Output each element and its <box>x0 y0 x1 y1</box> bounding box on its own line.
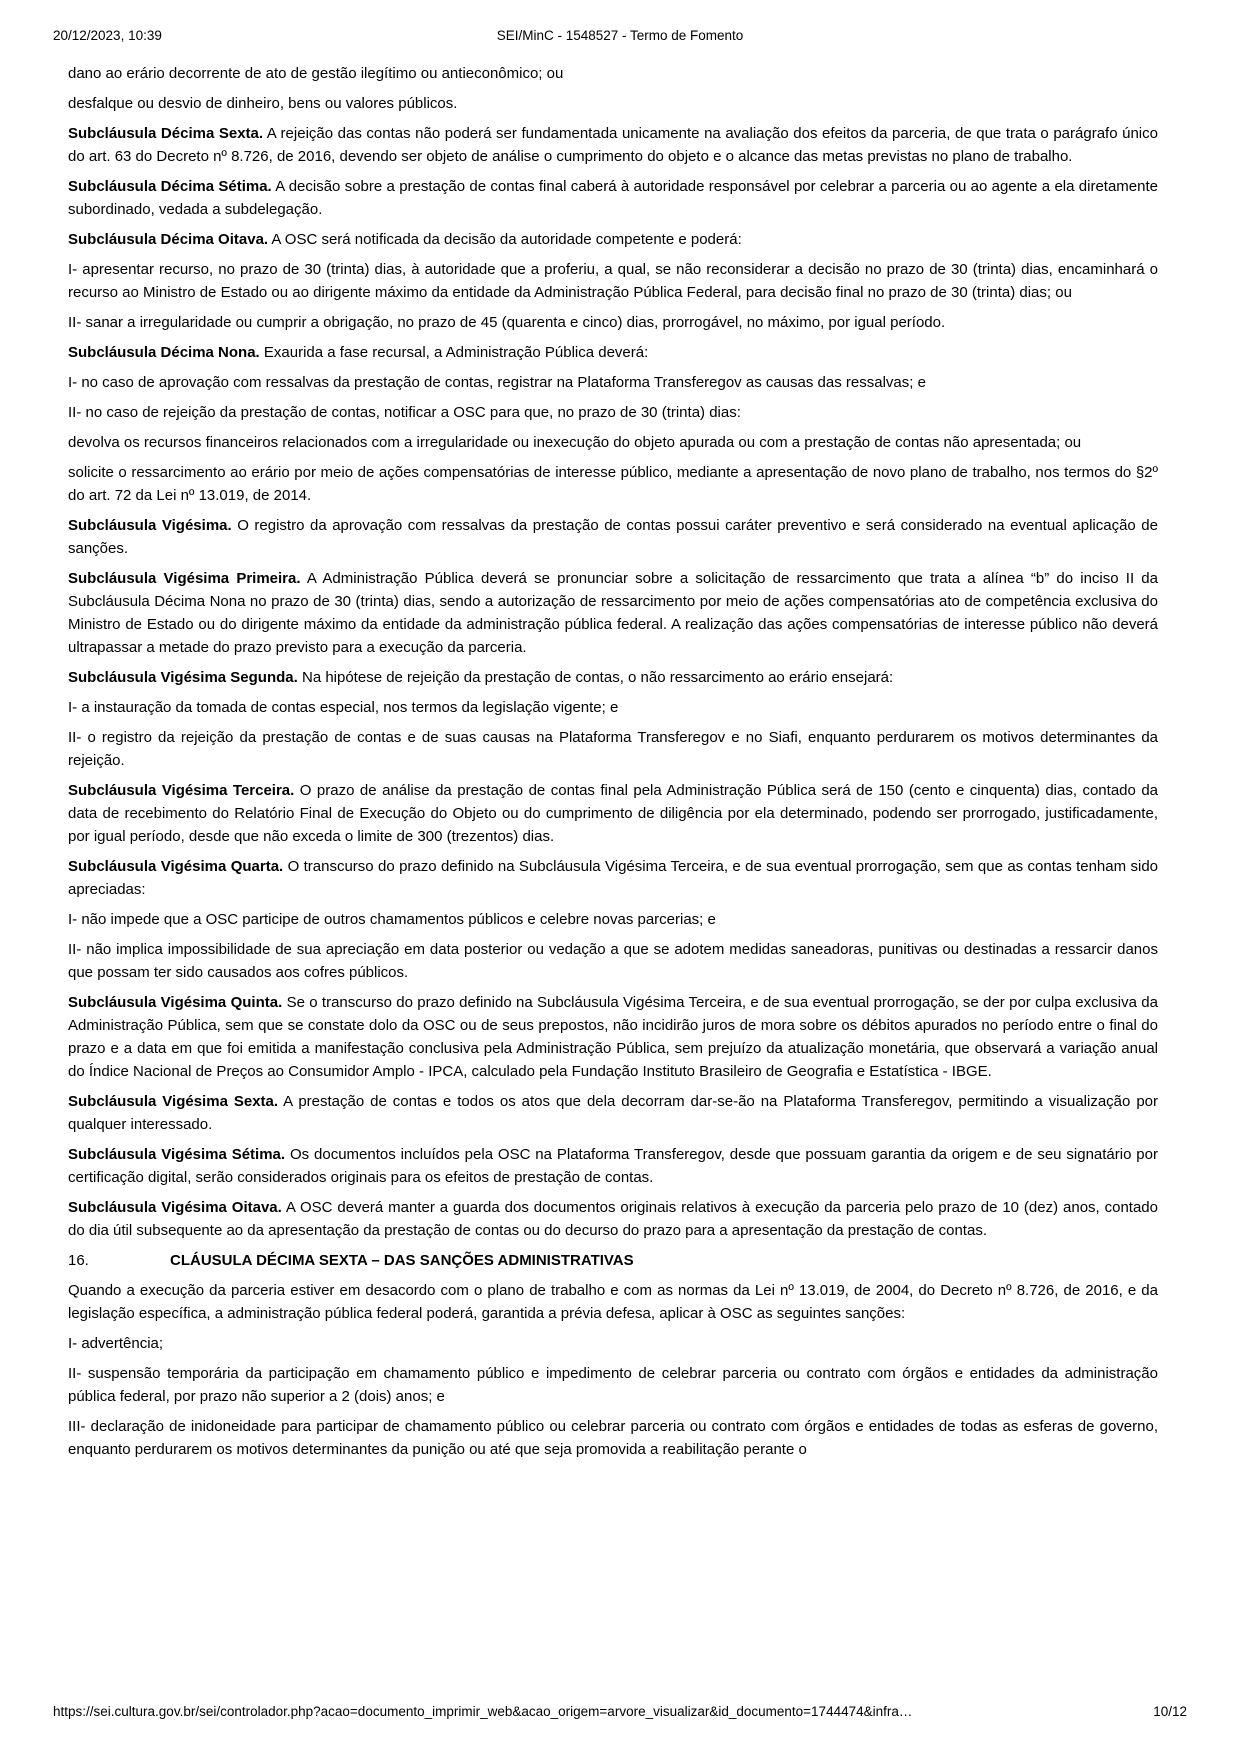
paragraph-text: I- no caso de aprovação com ressalvas da prestação de contas, registrar na Plataforma Transferegov as causas das ressalvas; e <box>68 374 926 391</box>
paragraph-text: A rejeição das contas não poderá ser fundamentada unicamente na avaliação dos efeitos da parceria, de que trata o parágrafo único do art. 63 do Decreto nº 8.726, de 2016, devendo ser objeto de análise o cumprimento do objeto e o alcance das metas previstas no plano de trabalho. <box>68 125 1158 165</box>
list-item <box>68 1415 1158 1461</box>
list-item <box>68 401 1158 424</box>
subclause-label: Subcláusula Vigésima Segunda. <box>68 669 298 686</box>
paragraph-text: I- advertência; <box>68 1335 164 1352</box>
paragraph <box>68 855 1158 901</box>
subclause-label: Subcláusula Décima Oitava. <box>68 231 269 248</box>
footer-page-number: 10/12 <box>1153 1704 1187 1719</box>
paragraph <box>68 228 1158 251</box>
paragraph-text: O registro da aprovação com ressalvas da prestação de contas possui caráter preventivo e será considerado na eventual aplicação de sanções. <box>68 517 1158 557</box>
subclause-label: Subcláusula Vigésima Terceira. <box>68 782 295 799</box>
print-datetime: 20/12/2023, 10:39 <box>53 28 162 43</box>
print-header <box>53 27 1187 45</box>
paragraph-text: devolva os recursos financeiros relacionados com a irregularidade ou inexecução do objeto apurada ou com a prestação de contas não apresentada; ou <box>68 434 1082 451</box>
clause-heading <box>68 1249 1158 1272</box>
subclause-label: Subcláusula Décima Sétima. <box>68 178 272 195</box>
paragraph-text: A OSC será notificada da decisão da autoridade competente e poderá: <box>268 231 742 248</box>
paragraph-text: dano ao erário decorrente de ato de gestão ilegítimo ou antieconômico; ou <box>68 65 564 82</box>
paragraph-text: O transcurso do prazo definido na Subcláusula Vigésima Terceira, e de sua eventual prorrogação, sem que as contas tenham sido apreciadas: <box>68 858 1159 898</box>
paragraph-text: A prestação de contas e todos os atos que dela decorram dar-se-ão na Plataforma Transferegov, permitindo a visualização por qualquer interessado. <box>68 1093 1158 1133</box>
paragraph-text: III- declaração de inidoneidade para participar de chamamento público ou celebrar parceria ou contrato com órgãos e entidades de todas as esferas de governo, enquanto perdurarem os motivos determinantes da punição ou até que seja promovida a reabilitação perante o <box>68 1418 1158 1458</box>
paragraph-text: solicite o ressarcimento ao erário por meio de ações compensatórias de interesse público, mediante a apresentação de novo plano de trabalho, nos termos do §2º do art. 72 da Lei nº 13.019, de 2014. <box>68 464 1158 504</box>
paragraph-text: A Administração Pública deverá se pronunciar sobre a solicitação de ressarcimento que trata a alínea “b” do inciso II da Subcláusula Décima Nona no prazo de 30 (trinta) dias, sendo a autorização de ressarcimento por meio de ações compensatórias ato de competência exclusiva do Ministro de Estado ou do dirigente máximo da entidade da administração pública federal. A realização das ações compensatórias de interesse público não deverá ultrapassar a metade do prazo previsto para a execução da parceria. <box>68 570 1158 656</box>
paragraph <box>68 514 1158 560</box>
paragraph <box>68 341 1158 364</box>
paragraph-text: Quando a execução da parceria estiver em desacordo com o plano de trabalho e com as normas da Lei nº 13.019, de 2004, do Decreto nº 8.726, de 2016, e da legislação específica, a administração pública federal poderá, garantida a prévia defesa, aplicar à OSC as seguintes sanções: <box>68 1282 1158 1322</box>
paragraph <box>68 991 1158 1083</box>
subclause-label: Subcláusula Vigésima Primeira. <box>68 570 301 587</box>
paragraph <box>68 461 1158 507</box>
footer-url: https://sei.cultura.gov.br/sei/controlador.php?acao=documento_imprimir_web&acao_origem=arvore_visualizar&id_documento=1744474&infra… <box>53 1704 913 1719</box>
paragraph <box>68 1279 1158 1325</box>
subclause-label: Subcláusula Vigésima Quinta. <box>68 994 283 1011</box>
list-item <box>68 1332 1158 1355</box>
print-footer <box>53 1703 1187 1721</box>
paragraph-text: Se o transcurso do prazo definido na Subcláusula Vigésima Terceira, e de sua eventual prorrogação, se der por culpa exclusiva da Administração Pública, sem que se constate dolo da OSC ou de seus prepostos, não incidirão juros de mora sobre os débitos apurados no período entre o final do prazo e a data em que foi emitida a manifestação conclusiva pela Administração Pública, sem prejuízo da atualização monetária, que observará a variação anual do Índice Nacional de Preços ao Consumidor Amplo - IPCA, calculado pela Fundação Instituto Brasileiro de Geografia e Estatística - IBGE. <box>68 994 1158 1080</box>
paragraph-text: II- o registro da rejeição da prestação de contas e de suas causas na Plataforma Transferegov e no Siafi, enquanto perdurarem os motivos determinantes da rejeição. <box>68 729 1158 769</box>
subclause-label: Subcláusula Vigésima Quarta. <box>68 858 284 875</box>
paragraph-text: II- no caso de rejeição da prestação de contas, notificar a OSC para que, no prazo de 30 (trinta) dias: <box>68 404 741 421</box>
paragraph <box>68 666 1158 689</box>
paragraph-text: A OSC deverá manter a guarda dos documentos originais relativos à execução da parceria pelo prazo de 10 (dez) anos, contado do dia útil subsequente ao da apresentação da prestação de contas ou do decurso do prazo para a apresentação da prestação de contas. <box>68 1199 1158 1239</box>
paragraph <box>68 1196 1158 1242</box>
subclause-label: Subcláusula Vigésima Oitava. <box>68 1199 282 1216</box>
paragraph <box>68 122 1158 168</box>
subclause-label: Subcláusula Vigésima. <box>68 517 232 534</box>
paragraph-text: desfalque ou desvio de dinheiro, bens ou valores públicos. <box>68 95 458 112</box>
paragraph-text: Na hipótese de rejeição da prestação de contas, o não ressarcimento ao erário ensejará: <box>297 669 894 686</box>
document-title: SEI/MinC - 1548527 - Termo de Fomento <box>496 28 744 43</box>
list-item <box>68 258 1158 304</box>
paragraph-text: I- a instauração da tomada de contas especial, nos termos da legislação vigente; e <box>68 699 619 716</box>
paragraph-text: II- sanar a irregularidade ou cumprir a obrigação, no prazo de 45 (quarenta e cinco) dias, prorrogável, no máximo, por igual período. <box>68 314 946 331</box>
subclause-label: Subcláusula Décima Sexta. <box>68 125 264 142</box>
paragraph-text: I- não impede que a OSC participe de outros chamamentos públicos e celebre novas parcerias; e <box>68 911 716 928</box>
paragraph <box>68 175 1158 221</box>
paragraph <box>68 567 1158 659</box>
subclause-label: Subcláusula Vigésima Sexta. <box>68 1093 279 1110</box>
list-item <box>68 371 1158 394</box>
subclause-label: Subcláusula Vigésima Sétima. <box>68 1146 286 1163</box>
paragraph <box>68 92 1158 115</box>
paragraph <box>68 1143 1158 1189</box>
paragraph-text: II- não implica impossibilidade de sua apreciação em data posterior ou vedação a que se adotem medidas saneadoras, punitivas ou destinadas a ressarcir danos que possam ter sido causados aos cofres públicos. <box>68 941 1158 981</box>
paragraph-text: Os documentos incluídos pela OSC na Plataforma Transferegov, desde que possuam garantia da origem e de seu signatário por certificação digital, serão considerados originais para os efeitos de prestação de contas. <box>68 1146 1158 1186</box>
paragraph <box>68 1090 1158 1136</box>
paragraph <box>68 431 1158 454</box>
paragraph-text: Exaurida a fase recursal, a Administração Pública deverá: <box>259 344 649 361</box>
list-item <box>68 311 1158 334</box>
paragraph-text: O prazo de análise da prestação de contas final pela Administração Pública será de 150 (cento e cinquenta) dias, contado da data de recebimento do Relatório Final de Execução do Objeto ou do cumprimento de diligência por ela determinado, podendo ser prorrogado, justificadamente, por igual período, desde que não exceda o limite de 300 (trezentos) dias. <box>68 782 1159 845</box>
paragraph <box>68 779 1158 848</box>
paragraph-text: A decisão sobre a prestação de contas final caberá à autoridade responsável por celebrar a parceria ou ao agente a ela diretamente subordinado, vedada a subdelegação. <box>68 178 1159 218</box>
document-body <box>68 62 1158 1468</box>
list-item <box>68 938 1158 984</box>
list-item <box>68 1362 1158 1408</box>
clause-title: CLÁUSULA DÉCIMA SEXTA – DAS SANÇÕES ADMINISTRATIVAS <box>170 1252 634 1269</box>
paragraph <box>68 62 1158 85</box>
paragraph-text: II- suspensão temporária da participação em chamamento público e impedimento de celebrar parceria ou contrato com órgãos e entidades da administração pública federal, por prazo não superior a 2 (dois) anos; e <box>68 1365 1158 1405</box>
list-item <box>68 726 1158 772</box>
clause-number: 16. <box>68 1252 89 1269</box>
list-item <box>68 696 1158 719</box>
subclause-label: Subcláusula Décima Nona. <box>68 344 260 361</box>
paragraph-text: I- apresentar recurso, no prazo de 30 (trinta) dias, à autoridade que a proferiu, a qual, se não reconsiderar a decisão no prazo de 30 (trinta) dias, encaminhará o recurso ao Ministro de Estado ou ao dirigente máximo da entidade da Administração Pública Federal, para decisão final no prazo de 30 (trinta) dias; ou <box>68 261 1158 301</box>
list-item <box>68 908 1158 931</box>
